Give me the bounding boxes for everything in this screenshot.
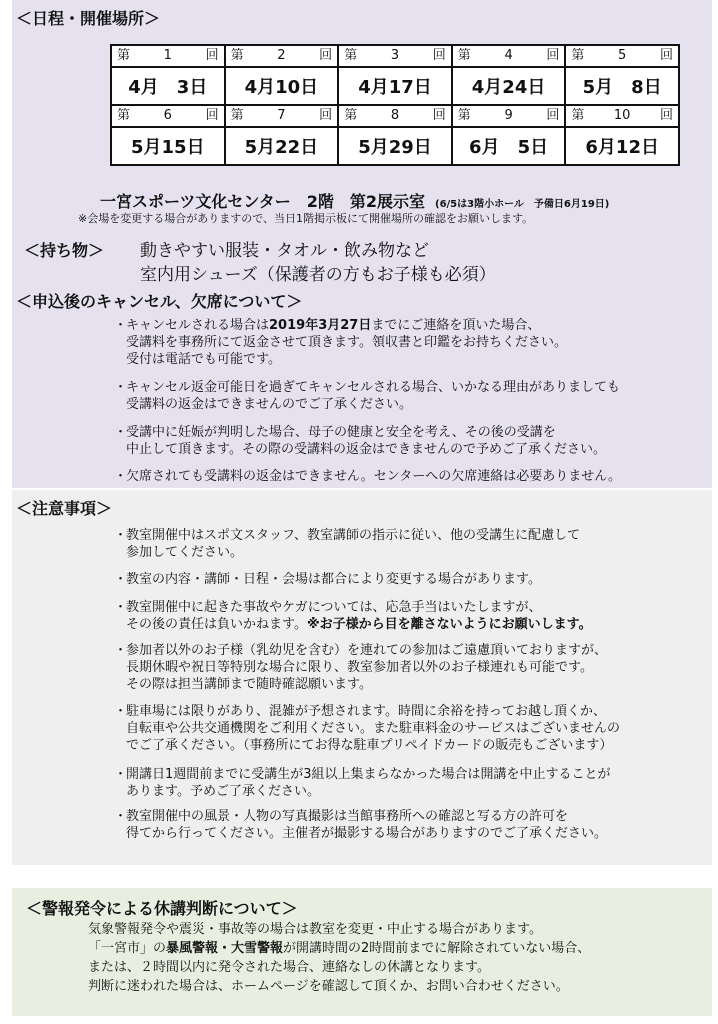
bullet: ・ [114,767,128,782]
session-date-cell: 4月24日 [452,67,566,105]
session-number-cell: 第 6 回 [111,105,225,127]
bullet: ・ [114,600,128,615]
cancel-item: ・ キャンセルされる場合は2019年3月27日までにご連絡を頂いた場合、 受講料を事務所にて返金させて頂きます。領収書と印鑑をお持ちください。 受付は電話でも可能です。 [114,318,567,367]
session-date-cell: 4月17日 [338,67,452,105]
venue-note: (6/5は3階小ホール 予備日6月19日) [435,199,610,210]
note-item: ・ 教室の内容・講師・日程・会場は都合により変更する場合があります。 [114,572,541,587]
session-date-cell: 6月 5日 [452,127,566,165]
cancel-item: ・ 受講中に妊娠が判明した場合、母子の健康と安全を考え、その後の受講を 中止して頂きます。その際の受講料の返金はできませんので予めご了承ください。 [114,425,606,457]
notes-section [12,490,712,865]
session-number-cell: 第 5 回 [565,45,679,67]
session-date-cell: 5月22日 [225,127,339,165]
note-item: ・ 駐車場には限りがあり、混雑が予想されます。時間に余裕を持ってお越し頂くか、 自転車や公共交通機関をご利用ください。また駐車料金のサービスはございませんの でご了承ください。（事務所にてお得な駐車プリペイドカードの販売もございます） [114,704,621,753]
bullet: ・ [114,469,128,484]
bullet: ・ [114,572,128,587]
schedule-heading: ＜日程・開催場所＞ [16,9,161,28]
note-item: ・ 教室開催中に起きた事故やケガについては、応急手当はいたしますが、 その後の責任は負いかねます。※お子様から目を離さないようにお願いします。 [114,600,592,632]
session-number-cell: 第 7 回 [225,105,339,127]
session-number-cell: 第 1 回 [111,45,225,67]
session-date-cell: 4月10日 [225,67,339,105]
session-date-cell: 6月12日 [565,127,679,165]
session-number-cell: 第 2 回 [225,45,339,67]
bring-heading: ＜持ち物＞ [24,241,105,260]
cancel-item: ・ キャンセル返金可能日を過ぎてキャンセルされる場合、いかなる理由がありましても 受講料の返金はできませんのでご了承ください。 [114,380,621,412]
bullet: ・ [114,704,128,719]
note-item: ・ 教室開催中の風景・人物の写真撮影は当館事務所への確認と写る方の許可を 得てから行ってください。主催者が撮影する場合がありますのでご了承ください。 [114,809,608,841]
session-number-cell: 第 3 回 [338,45,452,67]
warning-heading: ＜警報発令による休講判断について＞ [26,899,298,918]
session-number-cell: 第 8 回 [338,105,452,127]
session-number-cell: 第 4 回 [452,45,566,67]
schedule-section [12,0,712,488]
cancel-heading: ＜申込後のキャンセル、欠席について＞ [16,292,303,311]
note-item: ・ 開講日1週間前までに受講生が3組以上集まらなかった場合は開講を中止することが あります。予めご了承ください。 [114,767,611,799]
bring-line-2: 室内用シューズ（保護者の方もお子様も必須） [140,265,496,285]
session-date-cell: 4月 3日 [111,67,225,105]
bullet: ・ [114,528,128,543]
warning-text: 気象警報発令や震災・事故等の場合は教室を変更・中止する場合があります。 「一宮市」の暴風警報・大雪警報が開講時間の2時間前までに解除されていない場合、 または、２時間以内に発令された場合、連絡なしの休講となります。 判断に迷われた場合は、ホームページを確認して頂くか、お問い合わせください。 [88,922,591,994]
bring-line-1: 動きやすい服装・タオル・飲み物など [140,241,429,261]
cancel-item: ・ 欠席されても受講料の返金はできません。センターへの欠席連絡は必要ありません。 [114,469,622,484]
bullet: ・ [114,318,128,333]
bullet: ・ [114,380,128,395]
venue-name: 一宮スポーツ文化センター 2階 第2展示室 [100,192,425,211]
schedule-table [110,44,680,166]
venue-change-note: ※会場を変更する場合がありますので、当日1階掲示板にて開催場所の確認をお願いします。 [78,212,534,225]
notes-heading: ＜注意事項＞ [16,499,113,518]
session-number-cell: 第 9 回 [452,105,566,127]
note-item: ・ 教室開催中はスポ文スタッフ、教室講師の指示に従い、他の受講生に配慮して 参加してください。 [114,528,580,560]
session-date-cell: 5月 8日 [565,67,679,105]
warning-section [12,888,712,1016]
session-date-cell: 5月29日 [338,127,452,165]
bullet: ・ [114,643,128,658]
note-item: ・ 参加者以外のお子様（乳幼児を含む）を連れての参加はご遠慮頂いておりますが、 長期休暇や祝日等特別な場合に限り、教室参加者以外のお子様連れも可能です。 その際は担当講師まで随時確認願います。 [114,643,608,692]
bullet: ・ [114,425,128,440]
session-date-cell: 5月15日 [111,127,225,165]
bullet: ・ [114,809,128,824]
session-number-cell: 第 10 回 [565,105,679,127]
venue-line [100,189,609,212]
